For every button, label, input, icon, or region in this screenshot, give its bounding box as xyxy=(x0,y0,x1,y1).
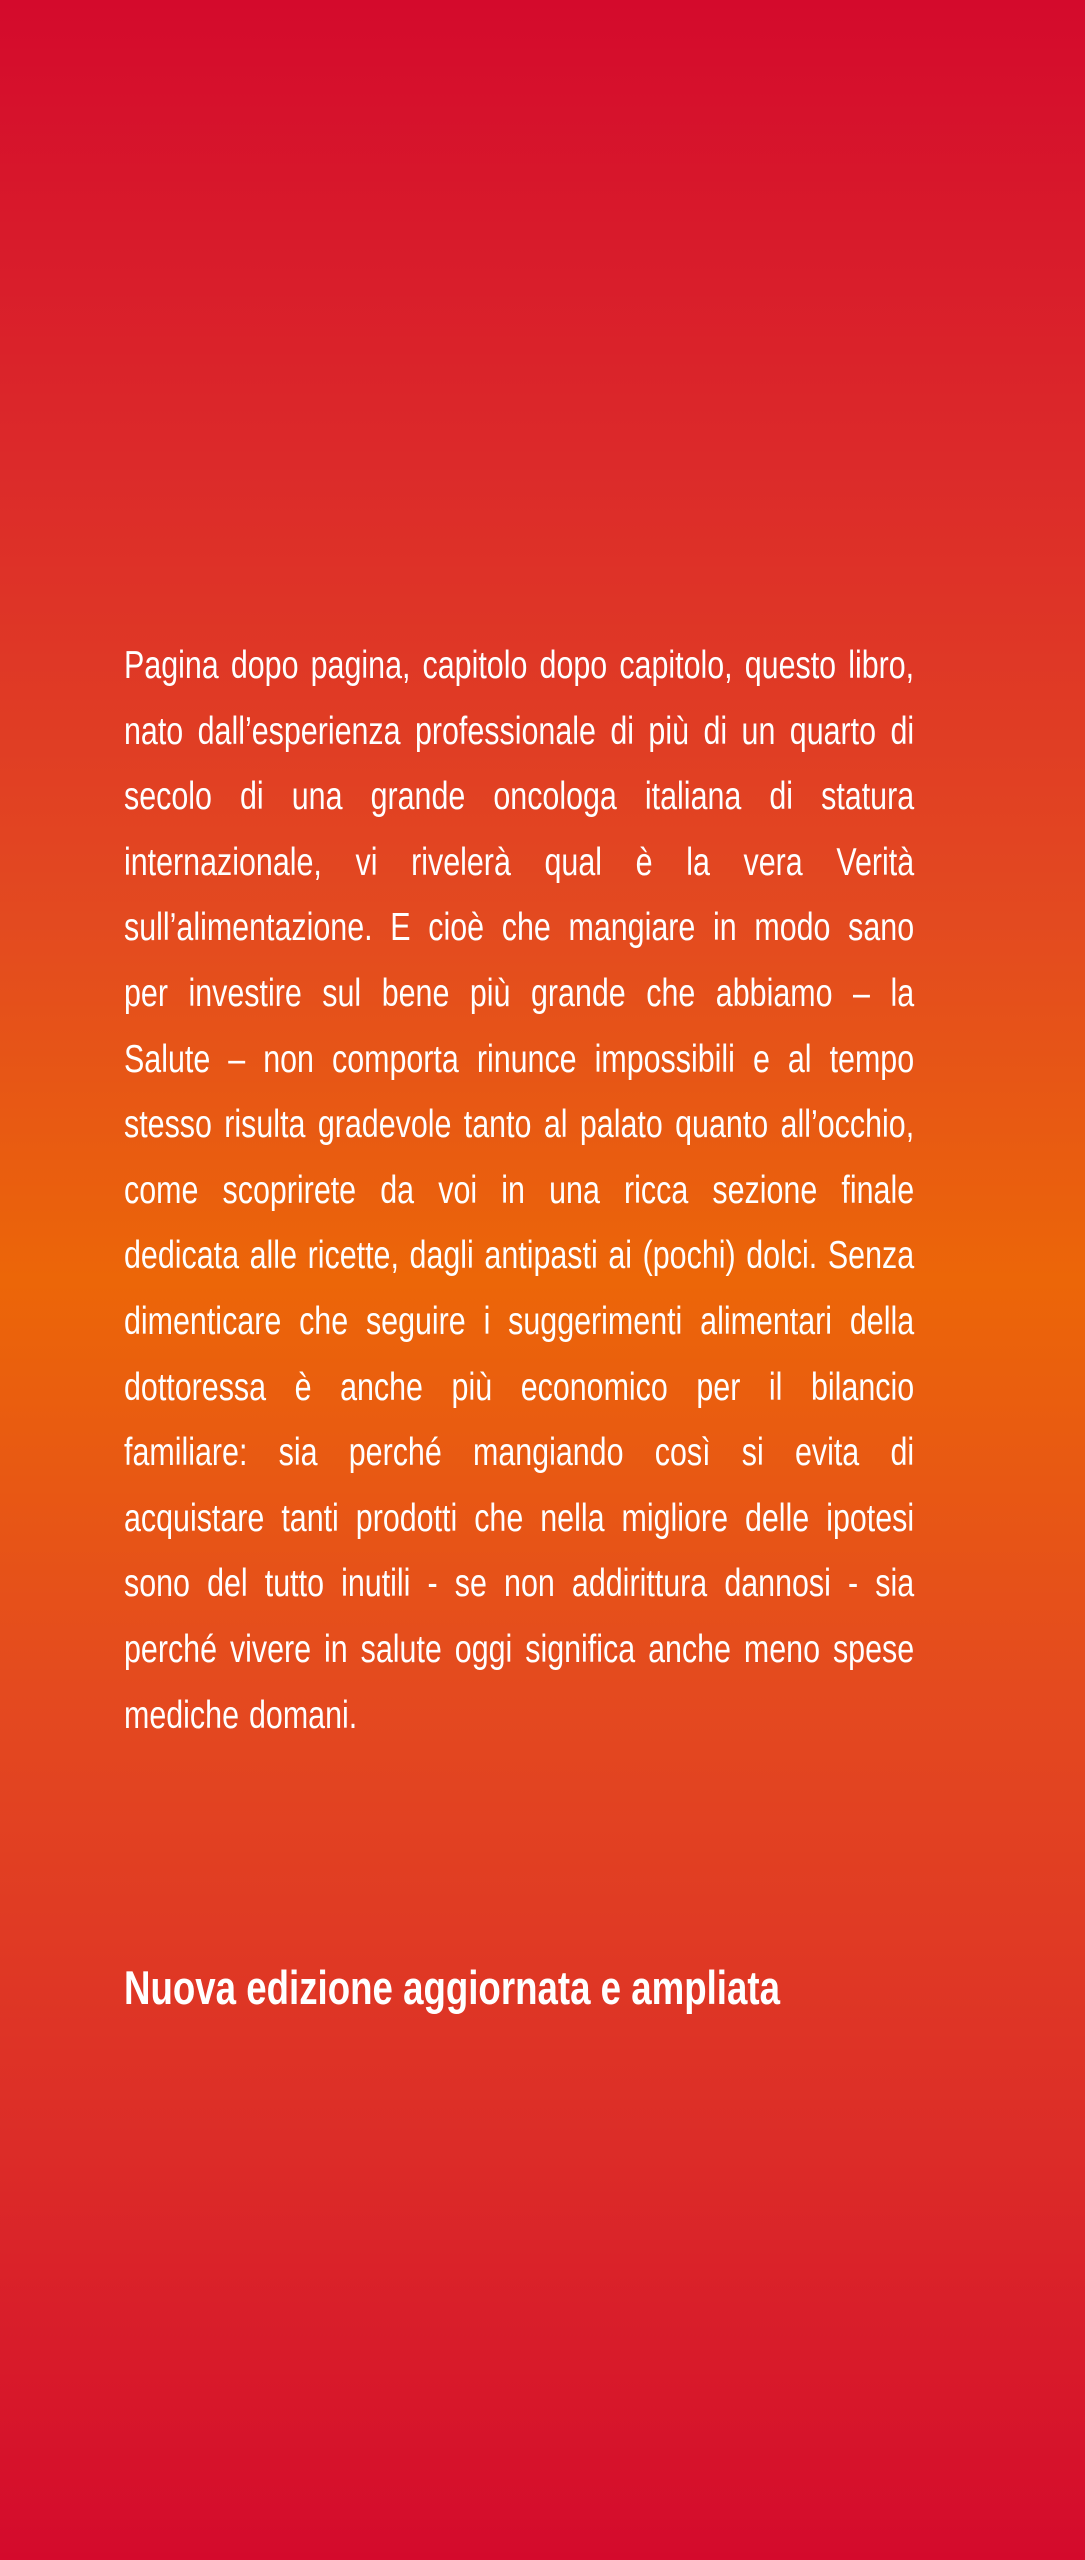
description-block xyxy=(124,633,914,1748)
book-description: Pagina dopo pagina, capitolo dopo capitolo, questo libro, nato dall’esperienza professionale di più di un quarto di secolo di una grande oncologa italiana di statura internazionale, vi rivelerà qual è la vera Verità sull’alimentazione. E cioè che mangiare in modo sano per investire sul bene più grande che abbiamo – la Salute – non comporta rinunce impossibili e al tempo stesso risulta gradevole tanto al palato quanto all’occhio, come scoprirete da voi in una ricca sezione finale dedicata alle ricette, dagli antipasti ai (pochi) dolci. Senza dimenticare che seguire i suggerimenti alimentari della dottoressa è anche più economico per il bilancio familiare: sia perché mangiando così si evita di acquistare tanti prodotti che nella migliore delle ipotesi sono del tutto inutili - se non addirittura dannosi - sia perché vivere in salute oggi significa anche meno spese mediche domani. xyxy=(124,644,915,1737)
edition-note: Nuova edizione aggiornata e ampliata xyxy=(124,1961,780,2014)
